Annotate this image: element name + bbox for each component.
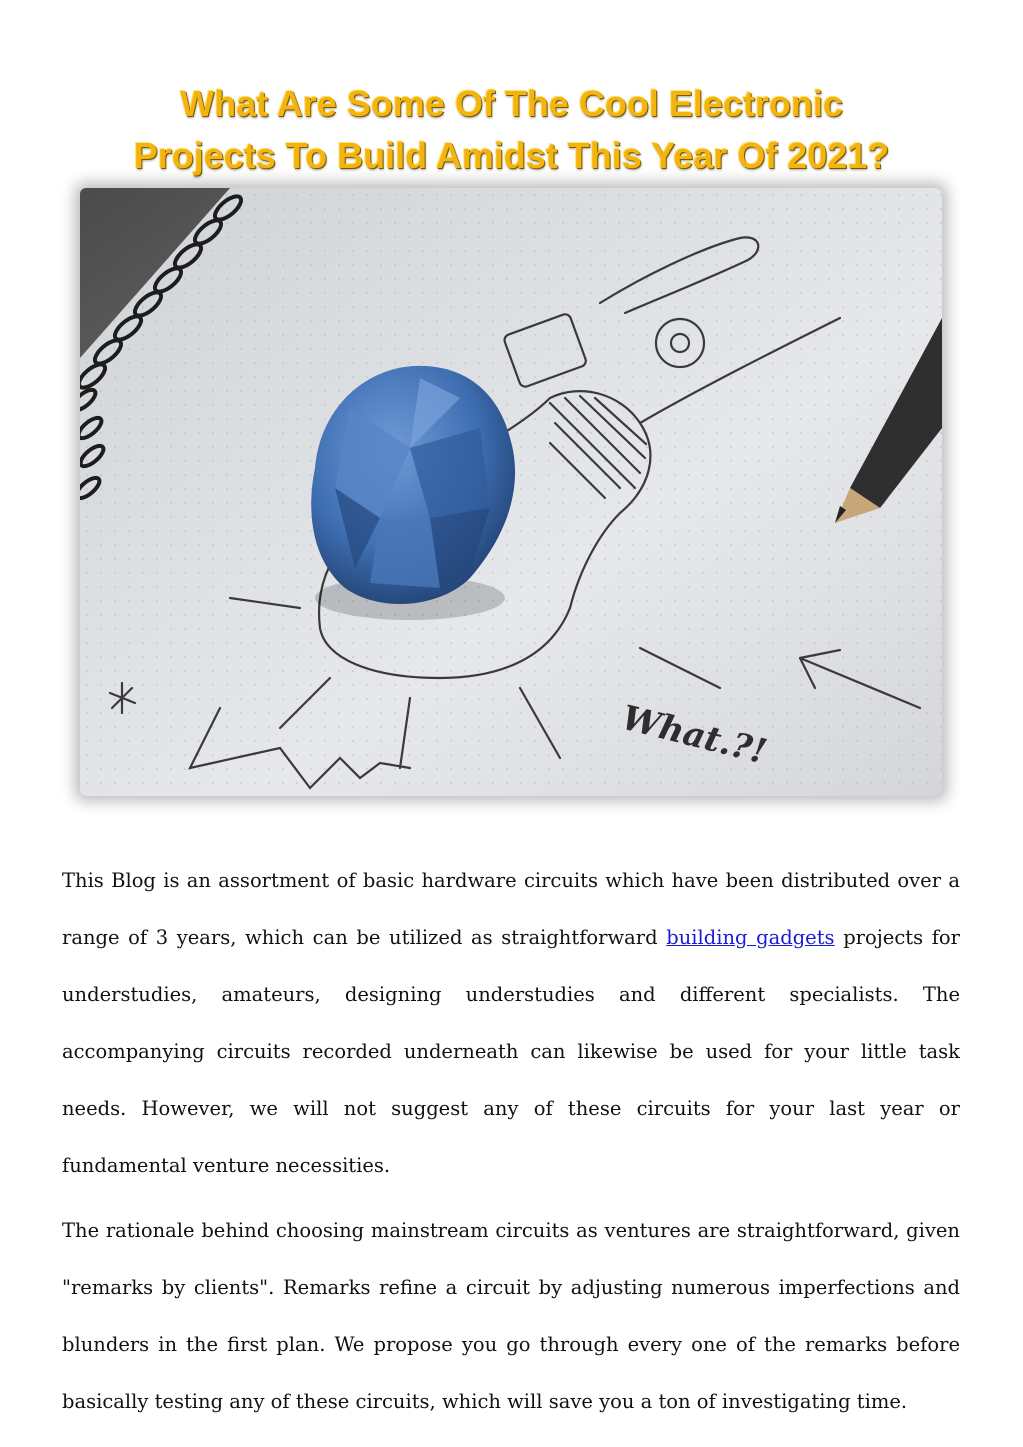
paragraph-1-text-after-link: projects for understudies, amateurs, designing understudies and different specialists. The accompanying circuits recorded underneath can likewise be used for your little task needs. However, we will not suggest any of these circuits for your last year or fundamental venture necessities. — [62, 926, 960, 1177]
handwritten-text: What.?! — [617, 697, 771, 773]
title-line-1: What Are Some Of The Cool Electronic — [180, 83, 843, 124]
notebook-illustration — [80, 188, 942, 796]
paragraph-2: The rationale behind choosing mainstream circuits as ventures are straightforward, given "remarks by clients". Remarks refine a circuit by adjusting numerous imperfections and blunders in the first plan. We propose you go through every one of the remarks before basically testing any of these circuits, which will save you a ton of investigating time. — [62, 1219, 960, 1413]
building-gadgets-link[interactable]: building gadgets — [666, 926, 835, 949]
paragraph-1-text-before-link: This Blog is an assortment of basic hardware circuits which have been distributed over a range of 3 years, which can be utilized as straightforward — [62, 869, 960, 949]
paragraph-1 — [62, 852, 960, 1194]
hero-image — [80, 188, 942, 796]
article-body — [62, 852, 960, 1438]
title-line-2: Projects To Build Amidst This Year Of 2021? — [133, 135, 890, 176]
page-title — [40, 78, 983, 182]
